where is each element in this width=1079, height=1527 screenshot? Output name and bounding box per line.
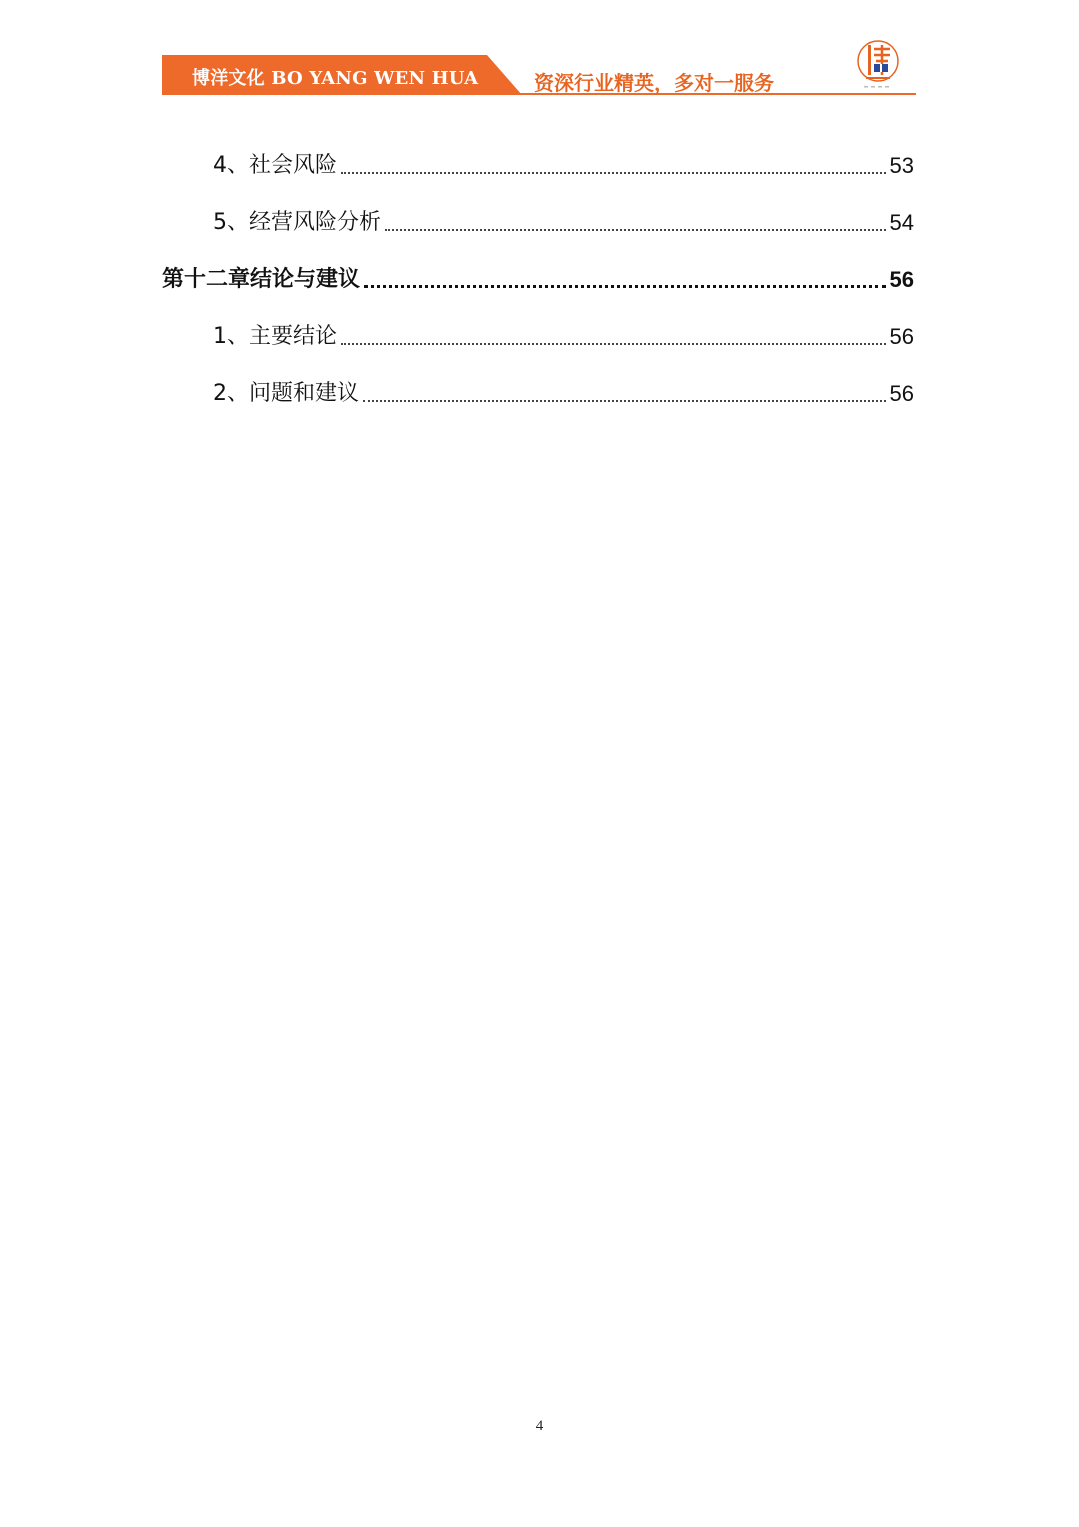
toc-entry-label: 第十二章结论与建议 bbox=[162, 267, 361, 292]
toc-entry-label: 2、问题和建议 bbox=[213, 381, 359, 406]
toc-entry-main-conclusions[interactable] bbox=[162, 311, 914, 351]
toc-entry-label: 1、主要结论 bbox=[213, 324, 337, 349]
header-slogan: 资深行业精英，多对一服务 bbox=[534, 71, 774, 95]
toc-dot-leader bbox=[364, 285, 886, 288]
toc-dot-leader bbox=[341, 172, 886, 174]
toc-entry-label: 4、社会风险 bbox=[213, 153, 337, 178]
toc-dot-leader bbox=[385, 229, 886, 231]
toc-entry-page: 56 bbox=[889, 267, 914, 292]
toc-dot-leader bbox=[363, 400, 886, 402]
toc-entry-chapter-12[interactable] bbox=[162, 254, 914, 294]
toc-entry-issues-and-suggestions[interactable] bbox=[162, 368, 914, 408]
page-header bbox=[162, 55, 916, 97]
toc-entry-social-risk[interactable] bbox=[162, 140, 914, 180]
toc-entry-operating-risk[interactable] bbox=[162, 197, 914, 237]
toc-entry-page: 56 bbox=[889, 324, 914, 349]
toc-entry-label: 5、经营风险分析 bbox=[213, 210, 381, 235]
toc-entry-page: 56 bbox=[889, 381, 914, 406]
header-brand: 博洋文化 BO YANG WEN HUA bbox=[192, 68, 479, 89]
toc-dot-leader bbox=[341, 343, 886, 345]
boyang-seal-logo-icon bbox=[854, 39, 902, 91]
toc-entry-page: 53 bbox=[889, 153, 914, 178]
toc-entry-page: 54 bbox=[889, 210, 914, 235]
page-number: 4 bbox=[535, 1418, 544, 1434]
